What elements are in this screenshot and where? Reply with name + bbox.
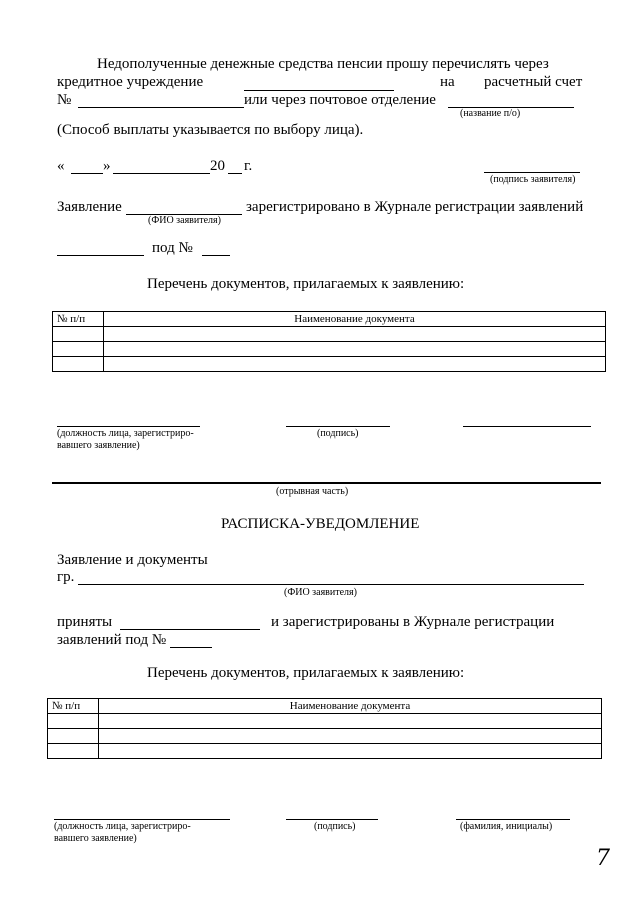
caption-official-signature: (подпись) — [317, 428, 359, 439]
registration-number-field[interactable] — [202, 255, 230, 256]
table-cell[interactable] — [53, 357, 104, 372]
date-day-field[interactable] — [71, 173, 103, 174]
table-row — [48, 744, 602, 759]
credit-institution-field[interactable] — [244, 90, 394, 91]
label-under-number: под № — [152, 240, 193, 256]
table-row — [53, 357, 606, 372]
official-position-field[interactable] — [57, 426, 200, 427]
table-cell[interactable] — [48, 729, 99, 744]
caption-post-office: (название п/о) — [460, 108, 521, 119]
table-cell[interactable] — [104, 357, 606, 372]
official-signature-field-2[interactable] — [286, 819, 378, 820]
caption-official-position: (должность лица, зарегистриро- — [57, 428, 194, 439]
caption-applicant-fio: (ФИО заявителя) — [148, 215, 221, 226]
paragraph-line-1: Недополученные денежные средства пенсии прошу перечислять через — [97, 56, 549, 72]
caption-official-position-2: (должность лица, зарегистриро- — [54, 821, 191, 832]
label-number-sign: № — [57, 92, 72, 108]
official-signature-field[interactable] — [286, 426, 390, 427]
table-cell[interactable] — [48, 744, 99, 759]
label-credit-institution: кредитное учреждение — [57, 74, 204, 90]
date-year-field[interactable] — [228, 173, 242, 174]
label-citizen: гр. — [57, 569, 75, 585]
handwritten-page-number: 7 — [596, 846, 610, 871]
table-header-number: № п/п — [48, 699, 99, 714]
official-name-field-2[interactable] — [456, 819, 570, 820]
official-position-field-2[interactable] — [54, 819, 230, 820]
official-name-field[interactable] — [463, 426, 591, 427]
date-open-quote: « — [57, 158, 65, 174]
table-cell[interactable] — [104, 342, 606, 357]
journal-number-field[interactable] — [170, 647, 212, 648]
accepted-date-field[interactable] — [120, 629, 260, 630]
table-cell[interactable] — [99, 744, 602, 759]
date-g-label: г. — [244, 158, 253, 174]
caption-official-signature-2: (подпись) — [314, 821, 356, 832]
label-account: расчетный счет — [484, 74, 583, 90]
table-cell[interactable] — [53, 327, 104, 342]
citizen-fio-field[interactable] — [78, 584, 584, 585]
table-cell[interactable] — [99, 729, 602, 744]
date-close-quote: » — [103, 158, 111, 174]
date-year-prefix: 20 — [210, 158, 225, 174]
tear-line — [52, 482, 601, 484]
date-month-field[interactable] — [113, 173, 210, 174]
table-row — [48, 729, 602, 744]
table-cell[interactable] — [104, 327, 606, 342]
receipt-title: РАСПИСКА-УВЕДОМЛЕНИЕ — [221, 516, 420, 532]
caption-applicant-signature: (подпись заявителя) — [490, 174, 576, 185]
documents-list-title-2: Перечень документов, прилагаемых к заявлению: — [147, 665, 465, 681]
caption-citizen-fio: (ФИО заявителя) — [284, 587, 357, 598]
payment-note: (Способ выплаты указывается по выбору лица). — [57, 122, 364, 138]
table-header-number: № п/п — [53, 312, 104, 327]
label-na: на — [440, 74, 455, 90]
label-journal-number: заявлений под № — [57, 632, 167, 648]
label-post-office: или через почтовое отделение — [244, 92, 436, 108]
table-header-document-name: Наименование документа — [99, 699, 602, 714]
label-accepted: приняты — [57, 614, 113, 630]
documents-table-1 — [52, 311, 606, 372]
documents-list-title-1: Перечень документов, прилагаемых к заявлению: — [147, 276, 465, 292]
documents-table-2 — [47, 698, 602, 759]
table-cell[interactable] — [53, 342, 104, 357]
table-header-document-name: Наименование документа — [104, 312, 606, 327]
caption-official-position-2-cont: вавшего заявление) — [54, 833, 137, 844]
table-row — [48, 714, 602, 729]
registration-date-field[interactable] — [57, 255, 144, 256]
caption-official-name-2: (фамилия, инициалы) — [460, 821, 553, 832]
caption-official-position-cont: вавшего заявление) — [57, 440, 140, 451]
applicant-signature-field[interactable] — [484, 172, 580, 173]
account-number-field[interactable] — [78, 107, 244, 108]
label-registered: и зарегистрированы в Журнале регистрации — [271, 614, 555, 630]
tear-caption: (отрывная часть) — [276, 486, 349, 497]
statement-registered-text: зарегистрировано в Журнале регистрации заявлений — [246, 199, 584, 215]
table-row — [53, 327, 606, 342]
label-documents: Заявление и документы — [57, 552, 208, 568]
table-row — [53, 342, 606, 357]
statement-word: Заявление — [57, 199, 122, 215]
table-cell[interactable] — [48, 714, 99, 729]
table-cell[interactable] — [99, 714, 602, 729]
